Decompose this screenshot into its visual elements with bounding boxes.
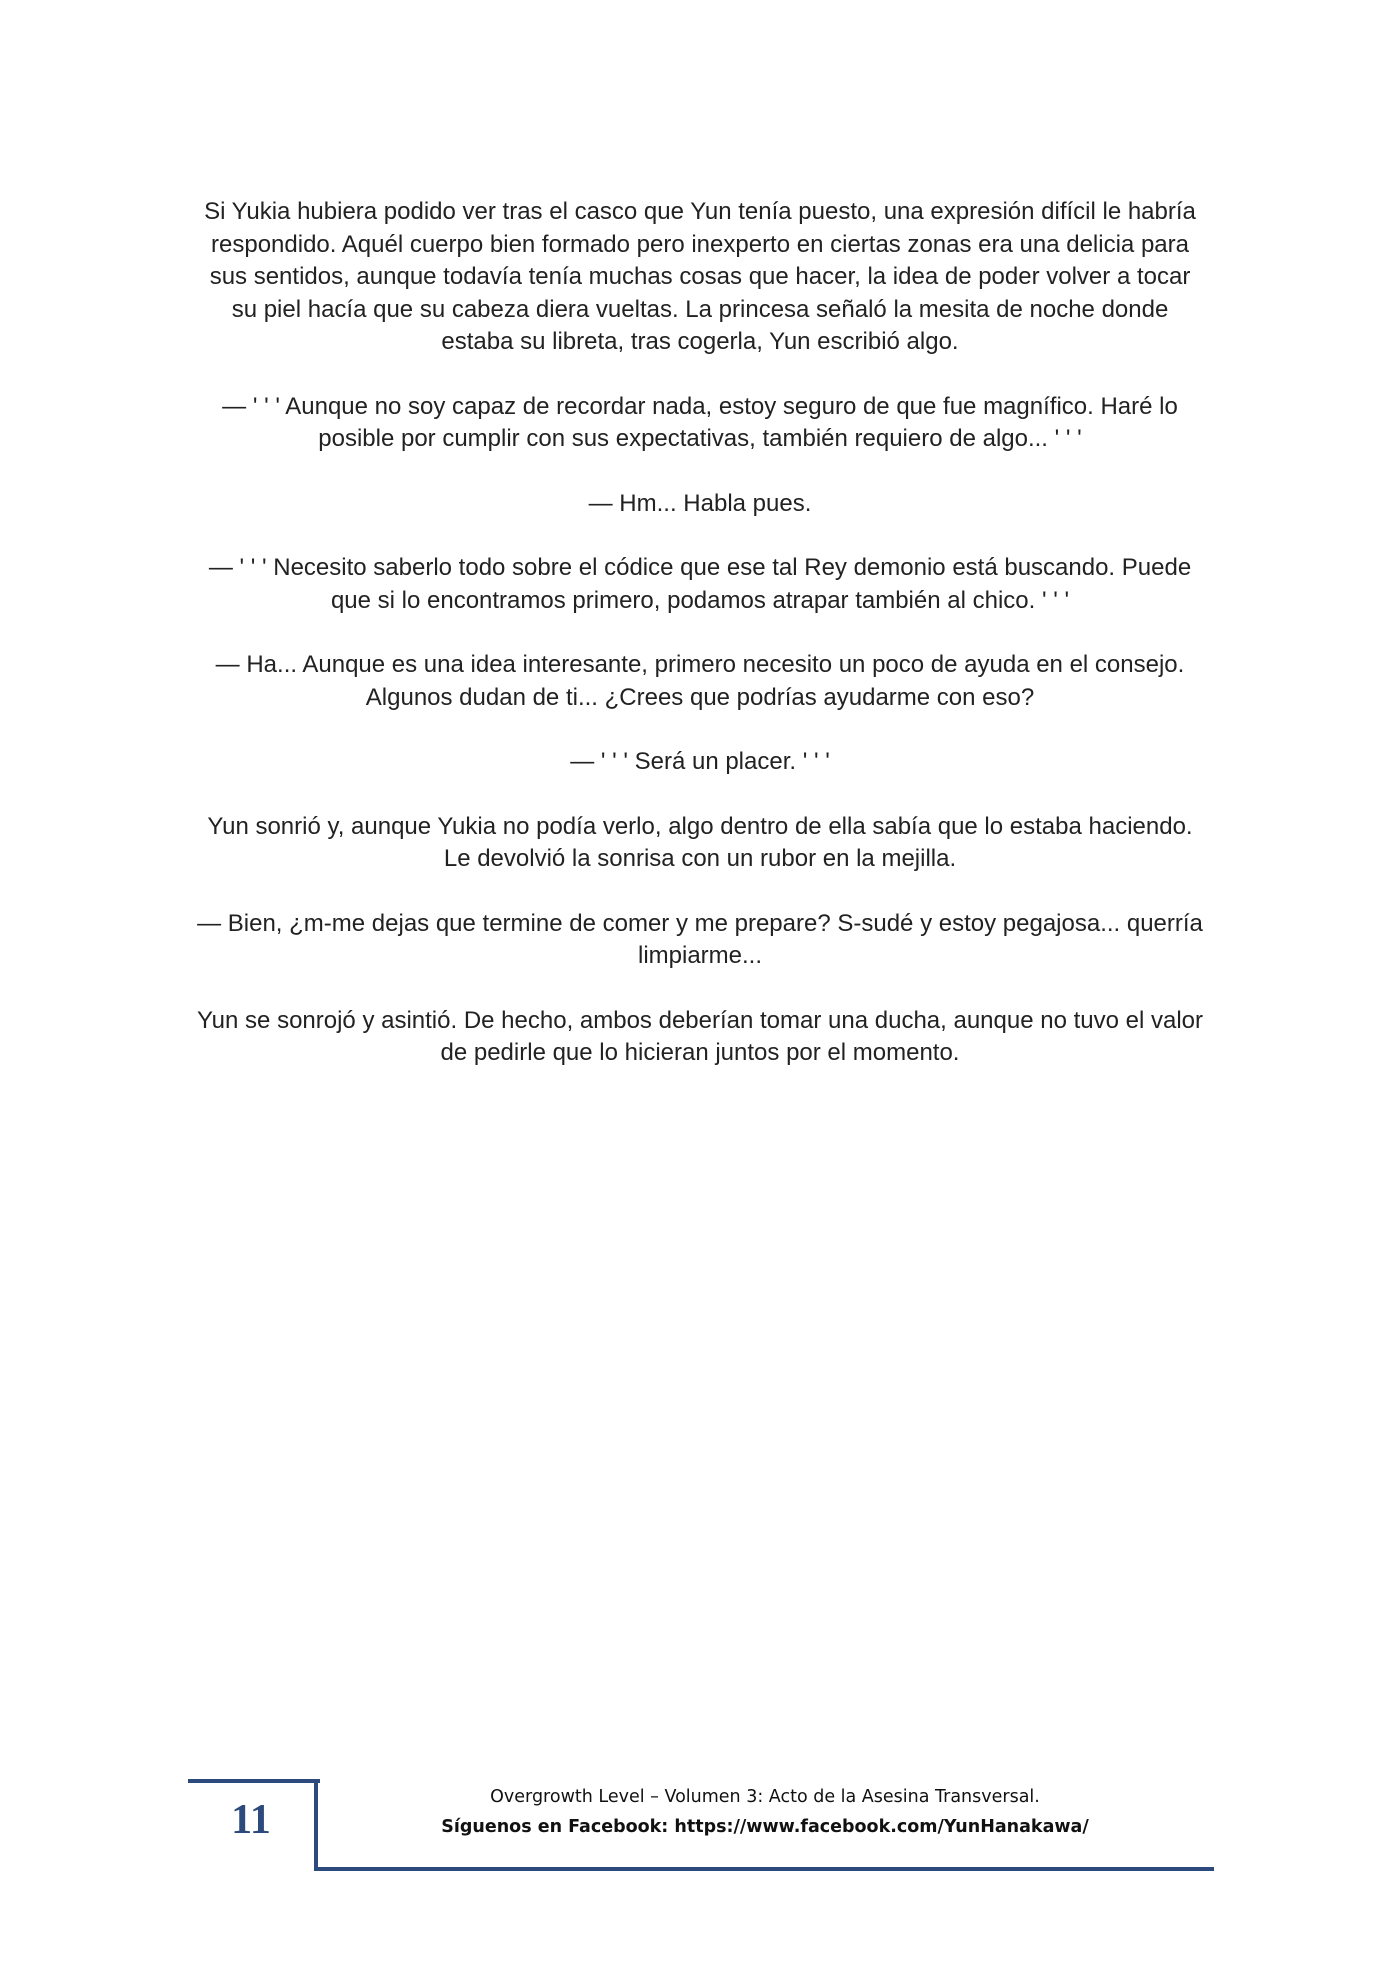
page-number: 11 (231, 1797, 271, 1843)
page-body (195, 196, 1205, 1102)
footer-divider-top (188, 1779, 320, 1783)
footer-book-title: Overgrowth Level – Volumen 3: Acto de la Asesina Transversal. (490, 1787, 1040, 1807)
dialogue-line: — ' ' ' Aunque no soy capaz de recordar nada, estoy seguro de que fue magnífico. Haré lo posible por cumplir con sus expectativas, también requiero de algo... ' ' ' (222, 392, 1178, 452)
dialogue-line: — Ha... Aunque es una idea interesante, primero necesito un poco de ayuda en el consejo. Algunos dudan de ti... ¿Crees que podrías ayudarme con eso? (215, 651, 1185, 711)
footer-divider-bottom (314, 1867, 1214, 1871)
dialogue-line: — Hm... Habla pues. (588, 489, 812, 517)
footer-facebook-link[interactable]: Síguenos en Facebook: https://www.facebook.com/YunHanakawa/ (441, 1817, 1089, 1837)
paragraph: Yun se sonrojó y asintió. De hecho, ambos deberían tomar una ducha, aunque no tuvo el valor de pedirle que lo hicieran juntos por el momento. (197, 1006, 1203, 1066)
paragraph: Si Yukia hubiera podido ver tras el casco que Yun tenía puesto, una expresión difícil le habría respondido. Aquél cuerpo bien formado pero inexperto en ciertas zonas era una delicia para sus sentidos, aunque todavía tenía muchas cosas que hacer, la idea de poder volver a tocar su piel hacía que su cabeza diera vueltas. La princesa señaló la mesita de noche donde estaba su libreta, tras cogerla, Yun escribió algo. (204, 198, 1196, 355)
dialogue-line: — ' ' ' Será un placer. ' ' ' (570, 748, 830, 775)
dialogue-line: — ' ' ' Necesito saberlo todo sobre el códice que ese tal Rey demonio está buscando. Puede que si lo encontramos primero, podamos atrapar también al chico. ' ' ' (208, 554, 1192, 614)
paragraph: Yun sonrió y, aunque Yukia no podía verlo, algo dentro de ella sabía que lo estaba haciendo. Le devolvió la sonrisa con un rubor en la mejilla. (207, 812, 1193, 872)
dialogue-line: — Bien, ¿m-me dejas que termine de comer y me prepare? S-sudé y estoy pegajosa... querría limpiarme... (197, 909, 1203, 969)
footer-text (330, 1782, 1200, 1842)
footer-divider-vertical (314, 1779, 318, 1871)
